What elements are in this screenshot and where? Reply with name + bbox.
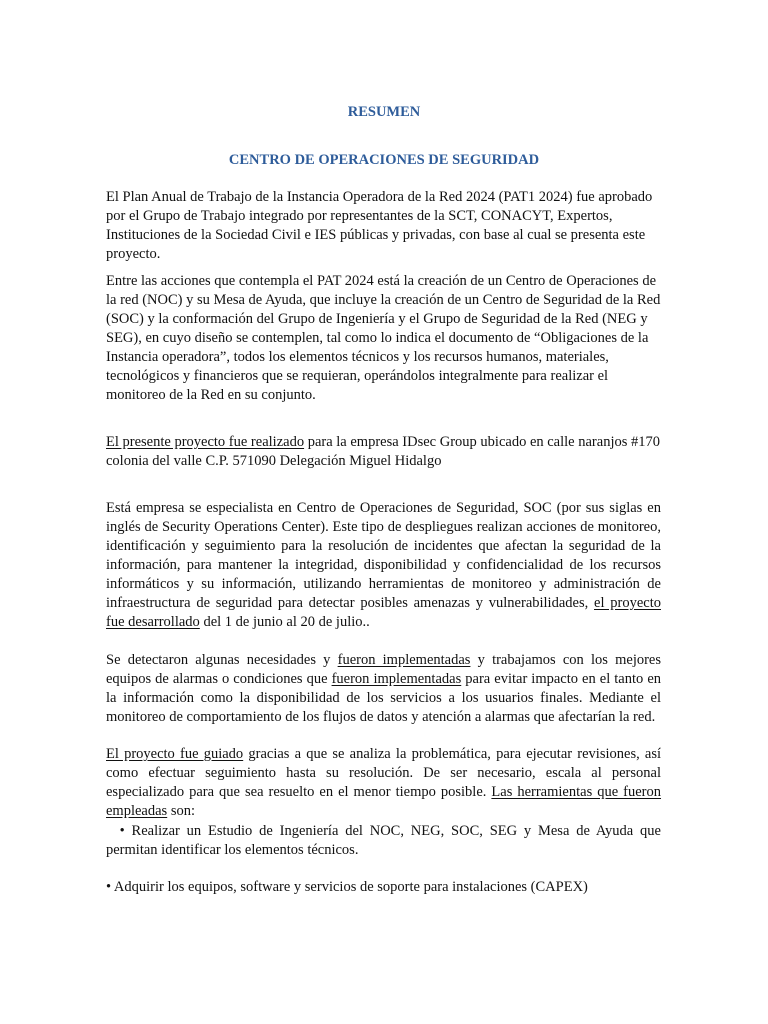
paragraph-text: Está empresa se especialista en Centro de Operaciones de Seguridad, SOC (por sus siglas en inglés de Security Operations Center). Este tipo de despliegues realizan acciones de monitoreo, identificación y seguimiento para la resolución de incidentes que afectan la seguridad de la información, para mantener la integridad, disponibilidad y confidencialidad de los recursos informáticos y su información, utilizando herramientas de monitoreo y administración de infraestructura de seguridad para detectar posibles amenazas y vulnerabilidades, xyxy=(106,500,661,611)
section-title: CENTRO DE OPERACIONES DE SEGURIDAD xyxy=(228,152,540,168)
bullet-item-equipos: • Adquirir los equipos, software y servicios de soporte para instalaciones (CAPEX) xyxy=(106,879,588,895)
underlined-phrase: El proyecto fue guiado xyxy=(106,746,244,762)
page-title: RESUMEN xyxy=(347,104,421,120)
paragraph-acciones-pat: Entre las acciones que contempla el PAT 2024 está la creación de un Centro de Operaciones de la red (NOC) y su Mesa de Ayuda, que incluye la creación de un Centro de Seguridad de la Red (SOC) y la conformación del Grupo de Ingeniería y el Grupo de Seguridad de la Red (NEG y SEG), en cuyo diseño se contemplen, tal como lo indica el documento de “Obligaciones de la Instancia operadora”, todos los elementos técnicos y los recursos humanos, materiales, tecnológicos y financieros que se requieran, operándolos integralmente para realizar el monitoreo de la Red en su conjunto. xyxy=(106,273,661,403)
paragraph-text: Se detectaron algunas necesidades y xyxy=(106,652,338,668)
paragraph-text: del 1 de junio al 20 de julio.. xyxy=(199,614,370,630)
paragraph-necesidades xyxy=(106,651,661,727)
paragraph-text: gracias a que se analiza la problemática, para ejecutar revisiones, así como efectuar seguimiento hasta su resolución. De ser necesario, escala al personal especializado para que sea resuelto en el menor tiempo posible. xyxy=(106,746,662,800)
bullet-item-estudio: • Realizar un Estudio de Ingeniería del NOC, NEG, SOC, SEG y Mesa de Ayuda que permitan identificar los elementos técnicos. xyxy=(106,823,665,858)
underlined-phrase: fueron implementadas xyxy=(331,671,462,687)
paragraph-proyecto-realizado xyxy=(106,433,661,471)
underlined-phrase: El presente proyecto fue realizado xyxy=(106,434,305,450)
underlined-phrase: fueron implementadas xyxy=(337,652,471,668)
paragraph-text: para evitar impacto en el tanto en la información como la disponibilidad de los servicios a los usuarios finales. Mediante el monitoreo de comportamiento de los flujos de datos y atención a alarmas que afectarían la red. xyxy=(106,671,662,725)
paragraph-empresa-soc xyxy=(106,499,661,632)
paragraph-plan-anual: El Plan Anual de Trabajo de la Instancia Operadora de la Red 2024 (PAT1 2024) fue aprobado por el Grupo de Trabajo integrado por representantes de la SCT, CONACYT, Expertos, Instituciones de la Sociedad Civil e IES públicas y privadas, con base al cual se presenta este proyecto. xyxy=(106,189,653,262)
paragraph-text: y trabajamos con los mejores equipos de alarmas o condiciones que xyxy=(106,652,662,687)
underlined-phrase: el proyecto fue desarrollado xyxy=(106,595,661,630)
paragraph-text: para la empresa IDsec Group ubicado en calle naranjos #170 colonia del valle C.P. 571090 Delegación Miguel Hidalgo xyxy=(106,434,660,469)
underlined-phrase: Las herramientas que fueron empleadas xyxy=(106,784,662,819)
paragraph-text: son: xyxy=(167,803,195,819)
paragraph-proyecto-guiado xyxy=(106,745,661,821)
